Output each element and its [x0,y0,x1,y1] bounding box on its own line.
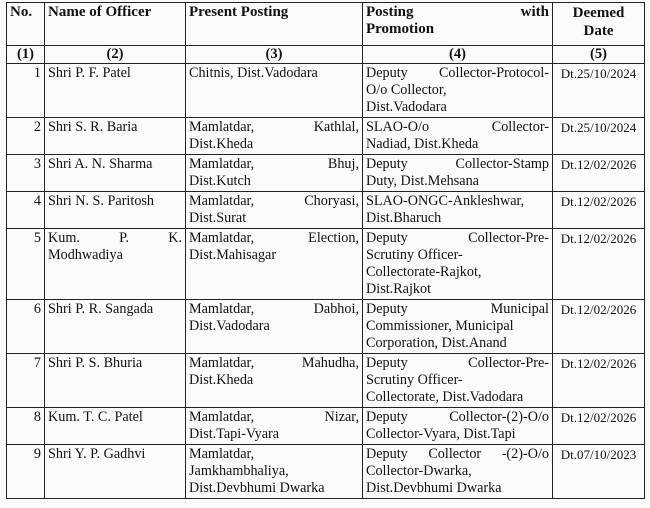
officer-name-line: Shri S. R. Baria [48,119,138,135]
present-posting-line: Jamkhambhaliya, [189,463,289,479]
table-row [7,229,645,300]
deemed-date: Dt.12/02/2026 [553,300,645,354]
deemed-date: Dt.12/02/2026 [553,192,645,229]
deemed-date: Dt.12/02/2026 [553,229,645,300]
present-posting-line: Dist.Surat [189,210,247,226]
promotion-posting-line: Scrutiny Officer- [366,247,463,263]
table-row [7,118,645,155]
promotion-posting-line: SLAO-O/o Collector- [366,119,549,135]
officer-name-line: Shri P. F. Patel [48,65,131,81]
present-posting [186,354,363,408]
present-posting-line: Mamlatdar, Nizar, [189,409,359,425]
promotion-posting-line: Scrutiny Officer- [366,372,463,388]
column-number: (4) [363,46,553,64]
present-posting-line: Mamlatdar, Kathlal, [189,119,359,135]
promotion-posting [363,408,553,445]
present-posting [186,229,363,300]
deemed-date: Dt.12/02/2026 [553,354,645,408]
row-number: 4 [7,192,45,229]
promotion-posting [363,229,553,300]
officer-name-line: Shri P. R. Sangada [48,301,154,317]
table-row [7,64,645,118]
promotion-posting-line: Commissioner, Municipal [366,318,514,334]
promotion-posting [363,118,553,155]
column-number-row [7,46,645,64]
present-posting [186,408,363,445]
officer-name [45,300,186,354]
table-row [7,408,645,445]
deemed-date: Dt.07/10/2023 [553,445,645,499]
officer-name-line: Shri N. S. Paritosh [48,193,155,209]
present-posting-line: Mamlatdar, Bhuj, [189,156,359,172]
promotion-posting [363,192,553,229]
officer-name-line: Shri P. S. Bhuria [48,355,143,371]
column-number: (3) [186,46,363,64]
present-posting-line: Dist.Vadodara [189,318,270,334]
present-posting-line: Dist.Tapi-Vyara [189,426,280,442]
header-deemed-line2: Date [583,23,614,39]
present-posting-line: Dist.Kheda [189,372,254,388]
row-number: 1 [7,64,45,118]
row-number: 5 [7,229,45,300]
promotion-posting-line: Dist.Vadodara [366,99,447,115]
promotion-posting-line: Collector-Vyara, Dist.Tapi [366,426,516,442]
promotion-posting-line: Deputy Collector-Pre- [366,230,549,246]
present-posting-line: Mamlatdar, Dabhoi, [189,301,359,317]
column-number: (1) [7,46,45,64]
promotion-posting-line: SLAO-ONGC-Ankleshwar, [366,193,525,209]
header-promotion-word1: Posting [366,4,414,20]
officer-name [45,155,186,192]
present-posting-line: Mamlatdar, Election, [189,230,359,246]
promotion-posting [363,64,553,118]
promotion-posting [363,300,553,354]
promotion-posting-line: Collectorate, Dist.Vadodara [366,389,524,405]
promotion-posting [363,445,553,499]
deemed-date: Dt.12/02/2026 [553,155,645,192]
header-posting-with-promotion [363,3,553,46]
present-posting [186,64,363,118]
officer-posting-table [6,2,645,499]
promotion-posting-line: Deputy Collector-Protocol- [366,65,549,81]
promotion-posting-line: Corporation, Dist.Anand [366,335,507,351]
header-no: No. [7,3,45,46]
header-present-posting: Present Posting [186,3,363,46]
promotion-posting-line: Dist.Rajkot [366,281,432,297]
table-header-row [7,3,645,46]
promotion-posting-line: Collector-Dwarka, [366,463,472,479]
officer-name [45,354,186,408]
promotion-posting-line: Deputy Collector -(2)-O/o [366,446,549,462]
row-number: 7 [7,354,45,408]
officer-name [45,64,186,118]
header-deemed-date [553,3,645,46]
table-row [7,300,645,354]
promotion-order-sheet [6,2,644,499]
present-posting [186,155,363,192]
table-row [7,192,645,229]
officer-name-line: Kum. T. C. Patel [48,409,143,425]
present-posting-line: Mamlatdar, [189,446,255,462]
present-posting-line: Chitnis, Dist.Vadodara [189,65,318,81]
header-name-of-officer: Name of Officer [45,3,186,46]
table-row [7,155,645,192]
promotion-posting-line: Duty, Dist.Mehsana [366,173,479,189]
officer-name-line: Kum. P. K. [48,230,182,246]
row-number: 6 [7,300,45,354]
present-posting [186,118,363,155]
present-posting-line: Dist.Devbhumi Dwarka [189,480,325,496]
promotion-posting-line: Deputy Municipal [366,301,549,317]
present-posting-line: Dist.Kutch [189,173,251,189]
row-number: 2 [7,118,45,155]
present-posting-line: Mamlatdar, Mahudha, [189,355,359,371]
officer-name [45,445,186,499]
table-row [7,354,645,408]
officer-name-line: Shri A. N. Sharma [48,156,153,172]
deemed-date: Dt.25/10/2024 [553,118,645,155]
present-posting [186,445,363,499]
deemed-date: Dt.12/02/2026 [553,408,645,445]
present-posting-line: Dist.Kheda [189,136,254,152]
officer-name [45,118,186,155]
promotion-posting-line: Dist.Bharuch [366,210,442,226]
promotion-posting-line: Dist.Devbhumi Dwarka [366,480,502,496]
promotion-posting-line: Deputy Collector-(2)-O/o [366,409,549,425]
header-promotion-word2: with [520,4,549,20]
promotion-posting-line: Nadiad, Dist.Kheda [366,136,479,152]
row-number: 3 [7,155,45,192]
column-number: (5) [553,46,645,64]
promotion-posting-line: Deputy Collector-Pre- [366,355,549,371]
row-number: 8 [7,408,45,445]
promotion-posting [363,155,553,192]
officer-name [45,229,186,300]
promotion-posting [363,354,553,408]
officer-name-line: Modhwadiya [48,247,123,263]
column-number: (2) [45,46,186,64]
officer-name [45,192,186,229]
present-posting [186,300,363,354]
present-posting-line: Dist.Mahisagar [189,247,277,263]
officer-name-line: Shri Y. P. Gadhvi [48,446,146,462]
present-posting-line: Mamlatdar, Choryasi, [189,193,359,209]
header-deemed-line1: Deemed [572,5,625,21]
deemed-date: Dt.25/10/2024 [553,64,645,118]
row-number: 9 [7,445,45,499]
officer-name [45,408,186,445]
header-promotion-word3: Promotion [366,21,435,37]
table-row [7,445,645,499]
promotion-posting-line: Collectorate-Rajkot, [366,264,482,280]
promotion-posting-line: Deputy Collector-Stamp [366,156,549,172]
promotion-posting-line: O/o Collector, [366,82,447,98]
present-posting [186,192,363,229]
